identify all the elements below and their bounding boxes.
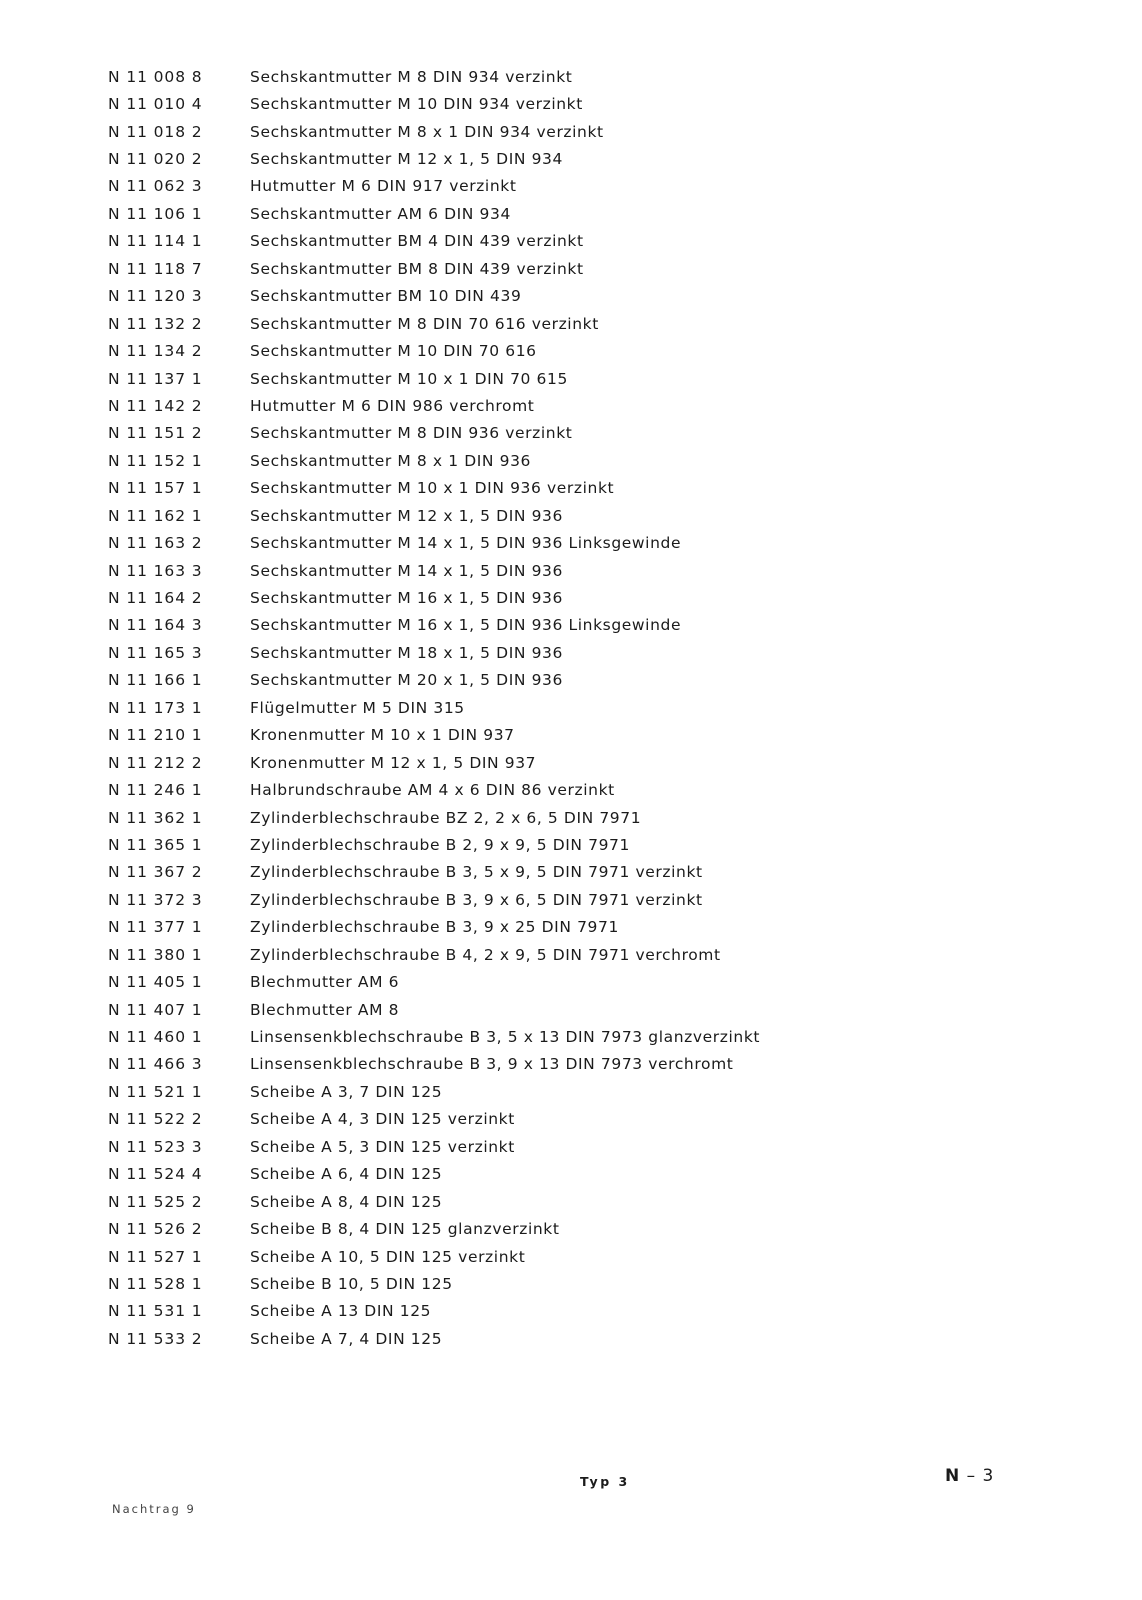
part-description: Scheibe B 10, 5 DIN 125 bbox=[250, 1274, 453, 1293]
part-description: Sechskantmutter BM 10 DIN 439 bbox=[250, 287, 522, 306]
list-item bbox=[108, 228, 1008, 255]
part-description: Halbrundschraube AM 4 x 6 DIN 86 verzinkt bbox=[250, 781, 615, 800]
list-item bbox=[108, 557, 1008, 584]
part-number: N 11 163 2 bbox=[108, 534, 203, 553]
part-number: N 11 212 2 bbox=[108, 753, 203, 772]
part-number: N 11 132 2 bbox=[108, 314, 203, 333]
footer-type-label: Typ 3 bbox=[580, 1474, 630, 1489]
list-item bbox=[108, 722, 1008, 749]
part-description: Sechskantmutter M 10 x 1 DIN 936 verzinkt bbox=[250, 479, 615, 498]
part-number: N 11 142 2 bbox=[108, 396, 203, 415]
footer-supplement: Nachtrag 9 bbox=[112, 1502, 196, 1516]
part-description: Sechskantmutter M 8 x 1 DIN 936 bbox=[250, 451, 532, 470]
part-number: N 11 528 1 bbox=[108, 1274, 203, 1293]
page-index: 3 bbox=[982, 1466, 995, 1486]
part-description: Sechskantmutter M 10 DIN 934 verzinkt bbox=[250, 95, 583, 114]
list-item bbox=[108, 1215, 1008, 1242]
list-item bbox=[108, 365, 1008, 392]
list-item bbox=[108, 1078, 1008, 1105]
part-description: Sechskantmutter M 16 x 1, 5 DIN 936 Linksgewinde bbox=[250, 616, 682, 635]
part-description: Scheibe A 3, 7 DIN 125 bbox=[250, 1082, 443, 1101]
part-description: Sechskantmutter M 14 x 1, 5 DIN 936 bbox=[250, 561, 563, 580]
part-number: N 11 134 2 bbox=[108, 342, 203, 361]
part-description: Zylinderblechschraube B 3, 9 x 25 DIN 7971 bbox=[250, 918, 619, 937]
part-description: Linsensenkblechschraube B 3, 5 x 13 DIN 7973 glanzverzinkt bbox=[250, 1028, 761, 1047]
part-number: N 11 210 1 bbox=[108, 726, 203, 745]
part-number: N 11 137 1 bbox=[108, 369, 203, 388]
list-item bbox=[108, 502, 1008, 529]
part-description: Sechskantmutter M 10 x 1 DIN 70 615 bbox=[250, 369, 568, 388]
part-description: Sechskantmutter M 8 DIN 936 verzinkt bbox=[250, 424, 573, 443]
list-item bbox=[108, 337, 1008, 364]
part-description: Sechskantmutter BM 8 DIN 439 verzinkt bbox=[250, 259, 584, 278]
part-number: N 11 466 3 bbox=[108, 1055, 203, 1074]
part-number: N 11 010 4 bbox=[108, 95, 203, 114]
list-item bbox=[108, 1051, 1008, 1078]
part-description: Zylinderblechschraube B 3, 9 x 6, 5 DIN 7971 verzinkt bbox=[250, 890, 703, 909]
part-number: N 11 405 1 bbox=[108, 973, 203, 992]
list-item bbox=[108, 667, 1008, 694]
part-description: Zylinderblechschraube B 2, 9 x 9, 5 DIN 7971 bbox=[250, 835, 630, 854]
part-number: N 11 524 4 bbox=[108, 1165, 203, 1184]
page-separator: – bbox=[966, 1466, 977, 1486]
part-description: Kronenmutter M 12 x 1, 5 DIN 937 bbox=[250, 753, 537, 772]
part-number: N 11 246 1 bbox=[108, 781, 203, 800]
part-description: Hutmutter M 6 DIN 917 verzinkt bbox=[250, 177, 517, 196]
page-number bbox=[945, 1466, 994, 1486]
part-description: Scheibe A 8, 4 DIN 125 bbox=[250, 1192, 443, 1211]
list-item bbox=[108, 1325, 1008, 1352]
list-item bbox=[108, 1133, 1008, 1160]
part-description: Zylinderblechschraube B 3, 5 x 9, 5 DIN 7971 verzinkt bbox=[250, 863, 703, 882]
list-item bbox=[108, 200, 1008, 227]
part-description: Sechskantmutter BM 4 DIN 439 verzinkt bbox=[250, 232, 584, 251]
list-item bbox=[108, 914, 1008, 941]
part-number: N 11 008 8 bbox=[108, 67, 203, 86]
part-number: N 11 526 2 bbox=[108, 1220, 203, 1239]
part-description: Sechskantmutter M 14 x 1, 5 DIN 936 Linksgewinde bbox=[250, 534, 682, 553]
part-description: Scheibe A 5, 3 DIN 125 verzinkt bbox=[250, 1137, 515, 1156]
part-number: N 11 522 2 bbox=[108, 1110, 203, 1129]
part-description: Sechskantmutter M 8 x 1 DIN 934 verzinkt bbox=[250, 122, 604, 141]
part-description: Sechskantmutter M 12 x 1, 5 DIN 936 bbox=[250, 506, 563, 525]
part-number: N 11 533 2 bbox=[108, 1329, 203, 1348]
part-number: N 11 152 1 bbox=[108, 451, 203, 470]
list-item bbox=[108, 420, 1008, 447]
part-number: N 11 106 1 bbox=[108, 204, 203, 223]
part-number: N 11 362 1 bbox=[108, 808, 203, 827]
part-number: N 11 372 3 bbox=[108, 890, 203, 909]
list-item bbox=[108, 1023, 1008, 1050]
part-description: Scheibe A 7, 4 DIN 125 bbox=[250, 1329, 443, 1348]
part-description: Sechskantmutter M 16 x 1, 5 DIN 936 bbox=[250, 589, 563, 608]
part-description: Sechskantmutter M 10 DIN 70 616 bbox=[250, 342, 537, 361]
part-description: Sechskantmutter M 8 DIN 70 616 verzinkt bbox=[250, 314, 599, 333]
parts-list bbox=[108, 63, 1008, 1353]
list-item bbox=[108, 310, 1008, 337]
part-number: N 11 114 1 bbox=[108, 232, 203, 251]
list-item bbox=[108, 529, 1008, 556]
list-item bbox=[108, 392, 1008, 419]
part-description: Sechskantmutter M 12 x 1, 5 DIN 934 bbox=[250, 150, 563, 169]
list-item bbox=[108, 941, 1008, 968]
list-item bbox=[108, 776, 1008, 803]
part-number: N 11 164 3 bbox=[108, 616, 203, 635]
part-description: Sechskantmutter M 8 DIN 934 verzinkt bbox=[250, 67, 573, 86]
part-description: Sechskantmutter M 20 x 1, 5 DIN 936 bbox=[250, 671, 563, 690]
part-number: N 11 118 7 bbox=[108, 259, 203, 278]
part-number: N 11 173 1 bbox=[108, 698, 203, 717]
part-number: N 11 162 1 bbox=[108, 506, 203, 525]
part-description: Scheibe A 4, 3 DIN 125 verzinkt bbox=[250, 1110, 515, 1129]
list-item bbox=[108, 283, 1008, 310]
part-number: N 11 163 3 bbox=[108, 561, 203, 580]
part-number: N 11 120 3 bbox=[108, 287, 203, 306]
part-number: N 11 521 1 bbox=[108, 1082, 203, 1101]
list-item bbox=[108, 694, 1008, 721]
part-description: Kronenmutter M 10 x 1 DIN 937 bbox=[250, 726, 515, 745]
part-description: Sechskantmutter M 18 x 1, 5 DIN 936 bbox=[250, 643, 563, 662]
list-item bbox=[108, 968, 1008, 995]
part-description: Zylinderblechschraube BZ 2, 2 x 6, 5 DIN 7971 bbox=[250, 808, 642, 827]
part-description: Scheibe A 13 DIN 125 bbox=[250, 1302, 432, 1321]
list-item bbox=[108, 1270, 1008, 1297]
part-number: N 11 365 1 bbox=[108, 835, 203, 854]
part-description: Scheibe A 10, 5 DIN 125 verzinkt bbox=[250, 1247, 526, 1266]
part-description: Flügelmutter M 5 DIN 315 bbox=[250, 698, 465, 717]
list-item bbox=[108, 584, 1008, 611]
list-item bbox=[108, 1243, 1008, 1270]
part-number: N 11 164 2 bbox=[108, 589, 203, 608]
part-description: Blechmutter AM 8 bbox=[250, 1000, 400, 1019]
list-item bbox=[108, 831, 1008, 858]
part-number: N 11 151 2 bbox=[108, 424, 203, 443]
list-item bbox=[108, 804, 1008, 831]
part-description: Blechmutter AM 6 bbox=[250, 973, 400, 992]
part-description: Scheibe B 8, 4 DIN 125 glanzverzinkt bbox=[250, 1220, 560, 1239]
part-number: N 11 157 1 bbox=[108, 479, 203, 498]
part-number: N 11 407 1 bbox=[108, 1000, 203, 1019]
part-number: N 11 367 2 bbox=[108, 863, 203, 882]
part-description: Scheibe A 6, 4 DIN 125 bbox=[250, 1165, 443, 1184]
page-letter: N bbox=[945, 1466, 961, 1486]
part-description: Hutmutter M 6 DIN 986 verchromt bbox=[250, 396, 535, 415]
part-number: N 11 525 2 bbox=[108, 1192, 203, 1211]
part-number: N 11 531 1 bbox=[108, 1302, 203, 1321]
list-item bbox=[108, 447, 1008, 474]
part-description: Zylinderblechschraube B 4, 2 x 9, 5 DIN 7971 verchromt bbox=[250, 945, 721, 964]
part-number: N 11 018 2 bbox=[108, 122, 203, 141]
part-number: N 11 165 3 bbox=[108, 643, 203, 662]
list-item bbox=[108, 639, 1008, 666]
list-item bbox=[108, 612, 1008, 639]
list-item bbox=[108, 1188, 1008, 1215]
list-item bbox=[108, 173, 1008, 200]
list-item bbox=[108, 749, 1008, 776]
list-item bbox=[108, 1298, 1008, 1325]
part-number: N 11 020 2 bbox=[108, 150, 203, 169]
list-item bbox=[108, 90, 1008, 117]
part-number: N 11 166 1 bbox=[108, 671, 203, 690]
part-number: N 11 062 3 bbox=[108, 177, 203, 196]
list-item bbox=[108, 1161, 1008, 1188]
list-item bbox=[108, 886, 1008, 913]
part-number: N 11 527 1 bbox=[108, 1247, 203, 1266]
list-item bbox=[108, 63, 1008, 90]
list-item bbox=[108, 859, 1008, 886]
list-item bbox=[108, 475, 1008, 502]
list-item bbox=[108, 1106, 1008, 1133]
part-description: Linsensenkblechschraube B 3, 9 x 13 DIN 7973 verchromt bbox=[250, 1055, 734, 1074]
list-item bbox=[108, 145, 1008, 172]
part-description: Sechskantmutter AM 6 DIN 934 bbox=[250, 204, 511, 223]
list-item bbox=[108, 118, 1008, 145]
part-number: N 11 460 1 bbox=[108, 1028, 203, 1047]
part-number: N 11 380 1 bbox=[108, 945, 203, 964]
part-number: N 11 523 3 bbox=[108, 1137, 203, 1156]
list-item bbox=[108, 996, 1008, 1023]
list-item bbox=[108, 255, 1008, 282]
part-number: N 11 377 1 bbox=[108, 918, 203, 937]
